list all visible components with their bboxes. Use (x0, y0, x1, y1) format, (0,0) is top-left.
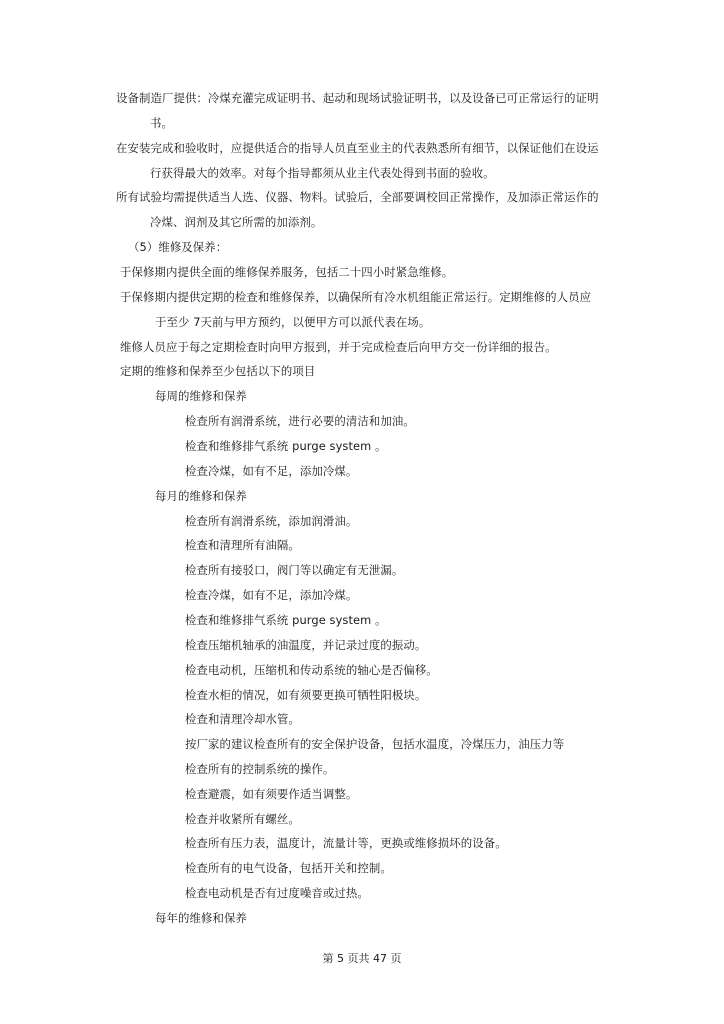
list-item: 检查冷煤，如有不足，添加冷煤。 (185, 588, 358, 602)
list-item: 检查所有润滑系统，进行必要的清洁和加油。 (185, 414, 415, 428)
list-item: 检查电动机是否有过度噪音或过热。 (185, 886, 369, 900)
list-item: 按厂家的建议检查所有的安全保护设备，包括水温度，冷煤压力，油压力等 (185, 737, 565, 751)
paragraph-line: 行获得最大的效率。对每个指导都须从业主代表处得到书面的验收。 (150, 166, 495, 180)
list-item: 检查和清理冷却水管。 (185, 712, 300, 726)
page-number-footer: 第 5 页共 47 页 (322, 952, 402, 965)
section-heading: （5）维修及保养： (128, 240, 228, 254)
list-item: 检查和清理所有油隔。 (185, 538, 300, 552)
subheading: 每周的维修和保养 (155, 389, 247, 403)
list-item: 检查所有的控制系统的操作。 (185, 762, 335, 776)
list-item: 检查所有压力表，温度计，流量计等，更换或维修损坏的设备。 (185, 836, 507, 850)
list-item: 检查所有的电气设备，包括开关和控制。 (185, 861, 392, 875)
list-item: 检查避震，如有须要作适当调整。 (185, 787, 358, 801)
paragraph-line: 于保修期内提供全面的维修保养服务，包括二十四小时紧急维修。 (120, 265, 454, 279)
paragraph-line: 所有试验均需提供适当人选、仪器、物料。试验后，全部要调校回正常操作，及加添正常运作的 (116, 190, 599, 204)
list-item: 检查所有接驳口，阀门等以确定有无泄漏。 (185, 563, 404, 577)
paragraph-line: 设备制造厂提供：冷煤充灌完成证明书、起动和现场试验证明书，以及设备已可正常运行的证明 (116, 91, 599, 105)
subheading: 每年的维修和保养 (155, 911, 247, 925)
list-item: 检查水柜的情况，如有须要更换可牺牲阳极块。 (185, 688, 427, 702)
paragraph-line: 书。 (150, 116, 173, 130)
list-item: 检查和维修排气系统 purge system 。 (185, 439, 387, 453)
list-item: 检查和维修排气系统 purge system 。 (185, 613, 387, 627)
list-item: 检查压缩机轴承的油温度，并记录过度的振动。 (185, 638, 427, 652)
list-item: 检查冷煤，如有不足，添加冷煤。 (185, 464, 358, 478)
paragraph-line: 维修人员应于每之定期检查时向甲方报到，并于完成检查后向甲方交一份详细的报告。 (120, 340, 557, 354)
paragraph-line: 冷煤、润剂及其它所需的加添剂。 (150, 215, 323, 229)
list-item: 检查电动机，压缩机和传动系统的轴心是否偏移。 (185, 663, 438, 677)
paragraph-line: 于保修期内提供定期的检查和维修保养，以确保所有冷水机组能正常运行。定期维修的人员应 (120, 290, 592, 304)
paragraph-line: 在安装完成和验收时，应提供适合的指导人员直至业主的代表熟悉所有细节，以保证他们在设运 (116, 141, 599, 155)
paragraph-line: 于至少 7天前与甲方预约，以便甲方可以派代表在场。 (155, 315, 431, 329)
list-item: 检查并收紧所有螺丝。 (185, 812, 300, 826)
subheading: 每月的维修和保养 (155, 489, 247, 503)
list-item: 检查所有润滑系统，添加润滑油。 (185, 514, 358, 528)
paragraph-line: 定期的维修和保养至少包括以下的项目 (120, 364, 316, 378)
